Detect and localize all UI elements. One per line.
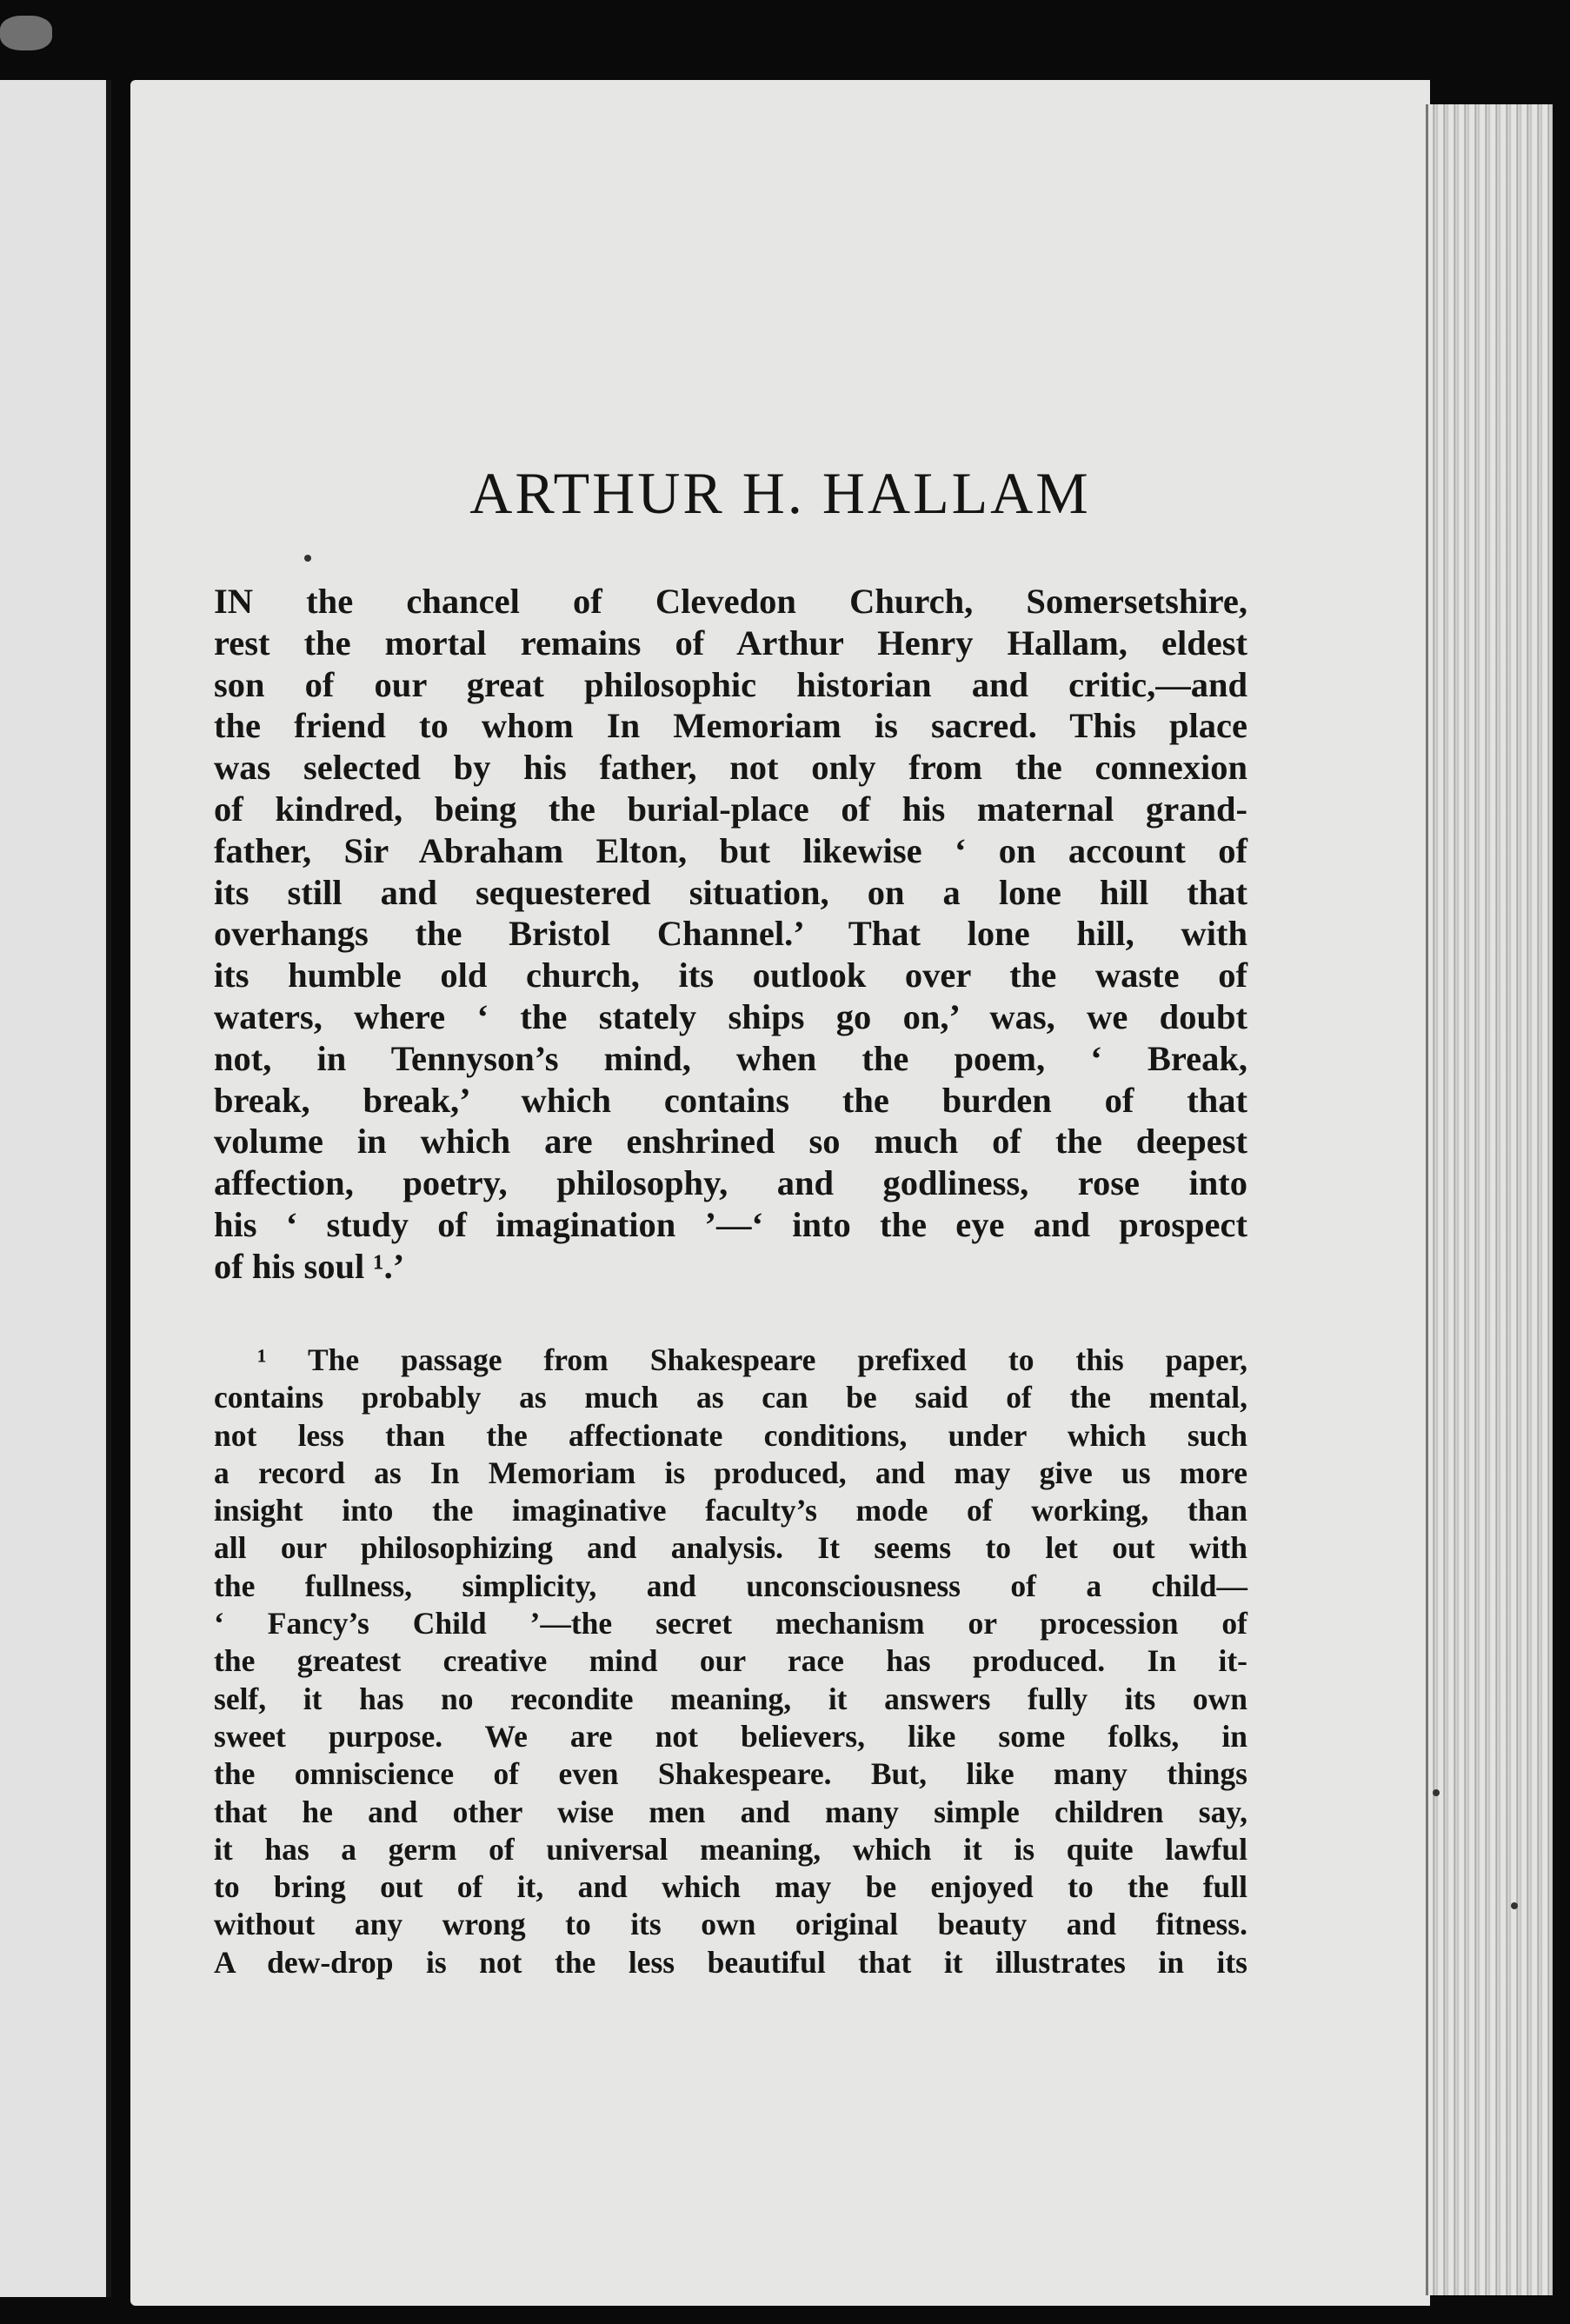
body-line: father, Sir Abraham Elton, but likewise ‘ on account of bbox=[214, 830, 1247, 870]
ink-dot bbox=[1511, 1902, 1518, 1909]
body-line: son of our great philosophic historian and critic,—and bbox=[214, 664, 1247, 704]
footnote-line: the omniscience of even Shakespeare. But, like many things bbox=[214, 1756, 1247, 1792]
body-line: its still and sequestered situation, on a lone hill that bbox=[214, 872, 1247, 912]
body-line: of kindred, being the burial-place of his maternal grand- bbox=[214, 789, 1247, 829]
scan-speck bbox=[0, 16, 52, 50]
footnote-line: insight into the imaginative faculty’s mode of working, than bbox=[214, 1493, 1247, 1528]
body-paragraph bbox=[214, 581, 1247, 1288]
ink-dot bbox=[304, 555, 311, 562]
body-line: his ‘ study of imagination ’—‘ into the eye and prospect bbox=[214, 1204, 1247, 1244]
body-line: affection, poetry, philosophy, and godliness, rose into bbox=[214, 1163, 1247, 1203]
body-line: rest the mortal remains of Arthur Henry Hallam, eldest bbox=[214, 623, 1247, 663]
footnote-line: contains probably as much as can be said of the mental, bbox=[214, 1380, 1247, 1415]
footnote-line: all our philosophizing and analysis. It seems to let out with bbox=[214, 1530, 1247, 1566]
body-line: not, in Tennyson’s mind, when the poem, ‘ Break, bbox=[214, 1038, 1247, 1078]
footnote-line: ¹ The passage from Shakespeare prefixed to this paper, bbox=[257, 1342, 1247, 1377]
body-line: of his soul ¹.’ bbox=[214, 1246, 405, 1286]
body-line: was selected by his father, not only from the connexion bbox=[214, 748, 1247, 788]
ink-dot bbox=[1433, 1789, 1440, 1796]
body-line: break, break,’ which contains the burden of that bbox=[214, 1080, 1247, 1120]
footnote-line: a record as In Memoriam is produced, and may give us more bbox=[214, 1455, 1247, 1490]
body-line: overhangs the Bristol Channel.’ That lone hill, with bbox=[214, 914, 1247, 954]
footnote-line: A dew-drop is not the less beautiful that it illustrates in its bbox=[214, 1944, 1247, 1980]
body-line: waters, where ‘ the stately ships go on,’ was, we doubt bbox=[214, 996, 1247, 1036]
previous-page-edge bbox=[0, 80, 111, 2297]
footnote-line: the greatest creative mind our race has produced. In it- bbox=[214, 1643, 1247, 1679]
footnote-line: to bring out of it, and which may be enjoyed to the full bbox=[214, 1869, 1247, 1905]
page-title: ARTHUR H. HALLAM bbox=[469, 460, 1091, 526]
footnote-line: without any wrong to its own original beauty and fitness. bbox=[214, 1907, 1247, 1942]
footnote-line: self, it has no recondite meaning, it answers fully its own bbox=[214, 1681, 1247, 1716]
scan-border bbox=[1553, 0, 1570, 2324]
body-line: volume in which are enshrined so much of the deepest bbox=[214, 1122, 1247, 1162]
footnote-line: the fullness, simplicity, and unconsciousness of a child— bbox=[214, 1568, 1247, 1603]
footnote-line: it has a germ of universal meaning, which it is quite lawful bbox=[214, 1831, 1247, 1867]
body-line: its humble old church, its outlook over the waste of bbox=[214, 956, 1247, 996]
footnote bbox=[214, 1342, 1247, 1981]
footnote-line: sweet purpose. We are not believers, like some folks, in bbox=[214, 1718, 1247, 1754]
body-line: the friend to whom In Memoriam is sacred. This place bbox=[214, 706, 1247, 746]
footnote-line: ‘ Fancy’s Child ’—the secret mechanism or procession of bbox=[214, 1606, 1247, 1641]
body-line: IN the chancel of Clevedon Church, Somersetshire, bbox=[214, 582, 1247, 621]
footnote-line: not less than the affectionate conditions, under which such bbox=[214, 1417, 1247, 1453]
footnote-line: that he and other wise men and many simple children say, bbox=[214, 1794, 1247, 1829]
page-fore-edge bbox=[1426, 104, 1559, 2295]
